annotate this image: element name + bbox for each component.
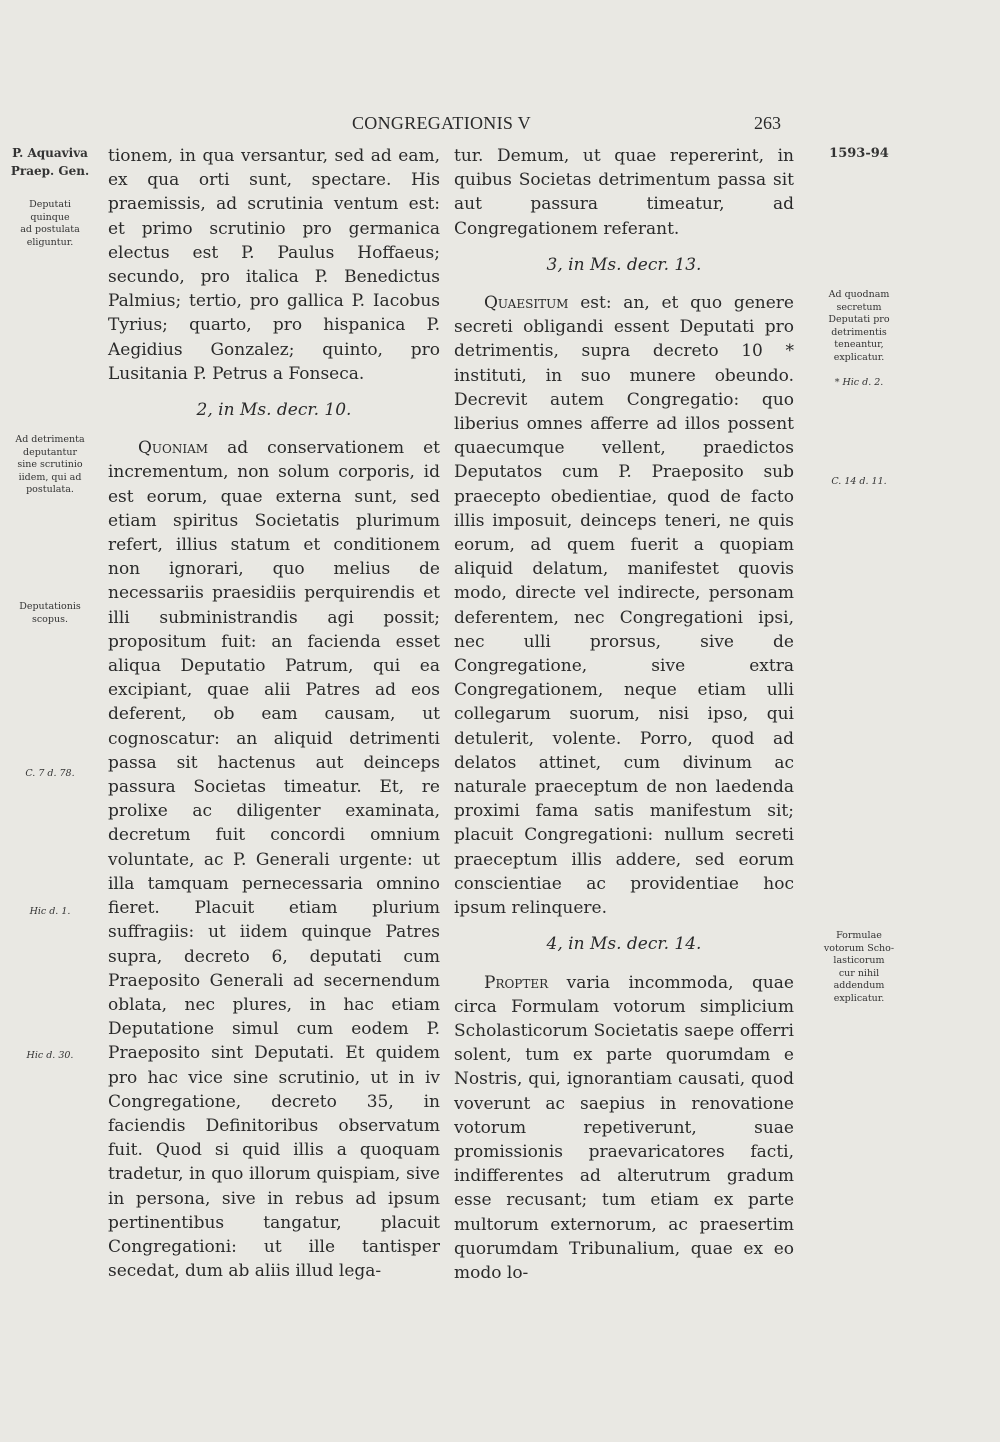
- running-head: [0, 113, 1000, 137]
- margin-ref: Hic d. 1.: [29, 906, 71, 917]
- paragraph: [454, 291, 794, 920]
- decree-heading: 4, in Ms. decr. 14.: [546, 934, 702, 955]
- paragraph-text: est: an, et quo genere secreti obligandi essent Deputati pro detrimentis, supra decreto 10 * instituti, in suo munere obeundo. Decrevit autem Congregatio: quo liberius omnes afferre ad illos possent quaecumque vellent, praedictos Deputatos cum P. Praeposito sub praecepto obedientiae, quod de facto illis imposuit, deinceps teneri, ne quis eorum, ad quem fuerit a quopiam aliquid delatum, manifestet quovis modo, directe vel indirecte, personam deferentem, nec Congregationi ipsi, nec ulli prorsus, sive de Congregatione, sive extra Congregationem, neque etiam ulli collegarum suorum, nisi ipso, qui detulerit, volente. Porro, quod ad delatos attinet, cum divinum ac naturale praeceptum de non laedenda proximi fama satis manifestum sit; placuit Congregationi: nullum secreti praeceptum illis addere, sed eorum conscientiae ac providentiae hoc ipsum relinquere.: [454, 293, 794, 919]
- paragraph: tionem, in qua versantur, sed ad eam, ex qua orti sunt, spectare. His praemissis, ad scrutinia ventum est: et primo scrutinio pro germanica electus est P. Paulus Hoffaeus; secundo, pro italica P. Benedictus Palmius; tertio, pro gallica P. Iacobus Tyrius; quarto, pro hispanica P. Aegidius Gonzalez; quinto, pro Lusitania P. Petrus a Fonseca.: [108, 146, 440, 384]
- running-title: CONGREGATIONIS V: [352, 113, 531, 133]
- paragraph: [454, 971, 794, 1286]
- margin-note-deputati: Deputati quinque ad postulata eliguntur.: [20, 199, 80, 248]
- paragraph: [108, 436, 440, 1283]
- initial-word: Propter: [484, 972, 549, 993]
- paragraph-text: varia incommoda, quae circa Formulam votorum simplicium Scholasticorum Societatis saepe offerri solent, tum ex parte quorumdam e Nostris, qui, ignorantiam causati, quod voverunt ac saepius in renovatione votorum repetiverunt, suae promissionis praevaricatores facti, indifferentes ad alterutrum gradum esse recusant; tum etiam ex parte multorum externorum, ac praesertim quorumdam Tribunalium, quae ex eo modo lo-: [454, 972, 794, 1283]
- margin-ref: C. 14 d. 11.: [831, 476, 887, 487]
- margin-note-scopus: Deputationis scopus.: [19, 601, 81, 625]
- margin-year: 1593-94: [829, 146, 889, 161]
- margin-note-secretum: Ad quodnam secretum Deputati pro detrimentis teneantur, explicatur.: [828, 289, 890, 363]
- margin-author: P. Aquaviva Praep. Gen.: [10, 146, 90, 178]
- decree-heading: 3, in Ms. decr. 13.: [546, 254, 702, 275]
- margin-ref: * Hic d. 2.: [834, 377, 884, 388]
- decree-heading: 2, in Ms. decr. 10.: [196, 400, 352, 421]
- margin-note-formulae: Formulae votorum Scho- lasticorum cur nihil addendum explicatur.: [823, 930, 895, 1004]
- paragraph: tur. Demum, ut quae repererint, in quibus Societas detrimentum passa sit aut passura timeatur, ad Congregationem referant.: [454, 146, 794, 239]
- margin-ref: C. 7 d. 78.: [25, 768, 75, 779]
- page-number: 263: [754, 113, 781, 133]
- text-column-right: [454, 144, 794, 1285]
- initial-word: Quoniam: [138, 438, 209, 459]
- margin-note-detrimenta: Ad detrimenta deputantur sine scrutinio iidem, qui ad postulata.: [15, 434, 85, 495]
- margin-ref: Hic d. 30.: [26, 1050, 74, 1061]
- initial-word: Quaesitum: [484, 293, 569, 314]
- text-column-left: [108, 144, 440, 1283]
- paragraph-text: ad conservationem et incrementum, non solum corporis, id est eorum, quae externa sunt, sed etiam spiritus Societatis plurimum refert, illius statum et conditionem non ignorari, quo melius de necessariis praesidiis perquirendis et illi subministrandis agi possit; propositum fuit: an facienda esset aliqua Deputatio Patrum, qui ea excipiant, quae alii Patres ad eos deferent, ob eam causam, ut cognoscatur: an aliquid detrimenti passa sit hactenus aut deinceps passura Societas timeatur. Et, re prolixe ac diligenter examinata, decretum fuit concordi omnium voluntate, ac P. Generali urgente: ut illa tamquam pernecessaria omnino fieret. Placuit etiam plurium suffragiis: ut iidem quinque Patres supra, decreto 6, deputati cum Praeposito Generali ad secernendum oblata, nec plures, in hac etiam Deputatione simul cum eodem P. Praeposito sint Deputati. Et quidem pro hac vice sine scrutinio, ut in iv Congregatione, decreto 35, in faciendis Definitoribus observatum fuit. Quod si quid illis a quoquam tradetur, in quo illorum quispiam, sive in persona, sive in rebus ad ipsum pertinentibus tangatur, placuit Congregationi: ut ille tantisper secedat, dum ab aliis illud lega-: [108, 438, 440, 1282]
